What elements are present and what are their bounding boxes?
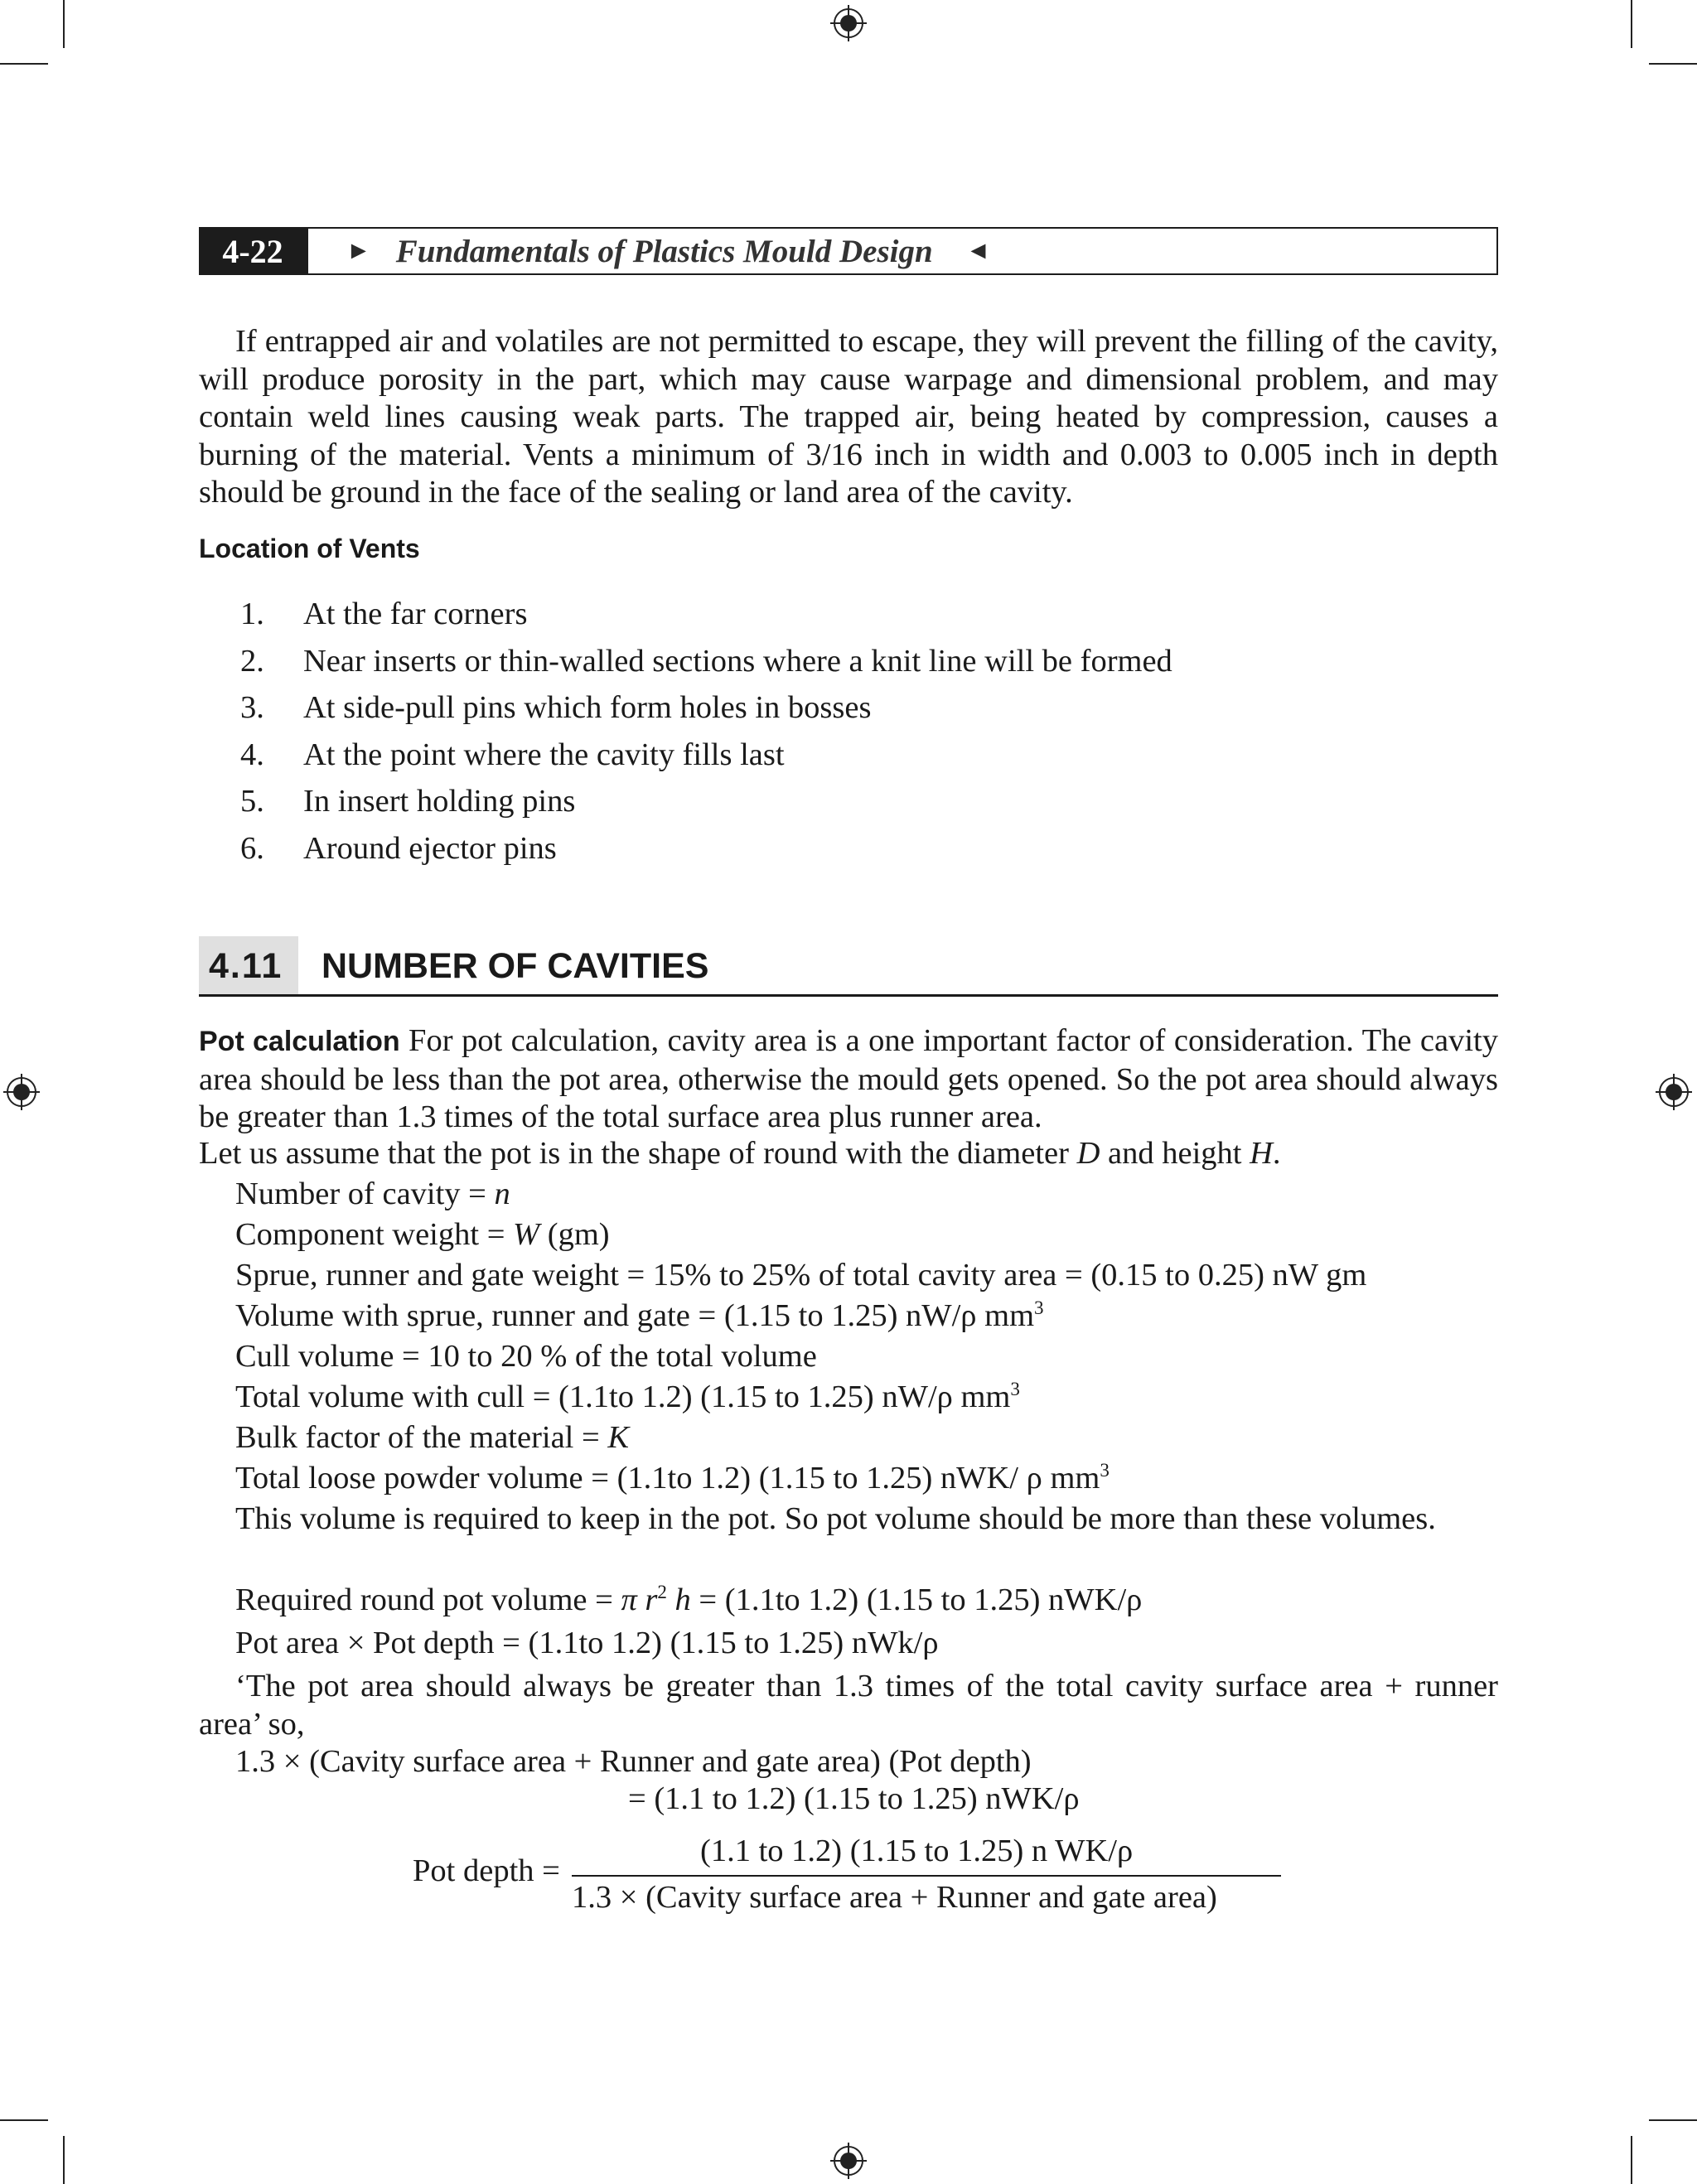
registration-mark-icon <box>830 2143 867 2179</box>
section-title: NUMBER OF CAVITIES <box>322 946 709 986</box>
list-item: 1. At the far corners <box>240 597 528 631</box>
running-header <box>199 227 1498 275</box>
fraction-bar <box>572 1875 1281 1877</box>
registration-mark-icon <box>3 1074 40 1110</box>
section-rule <box>199 994 1498 997</box>
equation-bulk: Bulk factor of the material = K <box>235 1420 630 1455</box>
crop-mark <box>1649 2119 1697 2121</box>
equation-pot-area: Pot area × Pot depth = (1.1to 1.2) (1.15 to 1.25) nWk/ρ <box>235 1626 939 1660</box>
equation-cavity: Number of cavity = n <box>235 1177 510 1211</box>
section-heading <box>199 936 1498 996</box>
list-item: 3. At side-pull pins which form holes in bosses <box>240 690 872 725</box>
equation-cull: Cull volume = 10 to 20 % of the total volume <box>235 1339 817 1374</box>
list-item: 6. Around ejector pins <box>240 830 557 866</box>
run-in-heading: Pot calculation <box>199 1026 400 1057</box>
equation-13: 1.3 × (Cavity surface area + Runner and gate area) (Pot depth) <box>235 1744 1032 1779</box>
crop-mark <box>0 63 48 65</box>
equation-total-cull: Total volume with cull = (1.1to 1.2) (1.15 to 1.25) nW/ρ $mm^3$ <box>235 1378 1020 1414</box>
fraction-denominator: 1.3 × (Cavity surface area + Runner and gate area) <box>572 1880 1217 1915</box>
equation-loose-powder: Total loose powder volume = (1.1to 1.2) (1.15 to 1.25) nWK/ ρ $mm^3$ <box>235 1459 1110 1495</box>
registration-mark-icon <box>830 5 867 41</box>
equation-volume-sprue: Volume with sprue, runner and gate = (1.15 to 1.25) nW/ρ $mm^3$ <box>235 1297 1044 1333</box>
list-item: 2. Near inserts or thin-walled sections where a knit line will be formed <box>240 643 1172 679</box>
quote-paragraph: ‘The pot area should always be greater than 1.3 times of the total cavity surface area + runner area’ so, <box>199 1669 1498 1742</box>
right-triangle-icon: ► <box>346 237 371 264</box>
list-item: 4. At the point where the cavity fills last <box>240 737 785 772</box>
crop-mark <box>0 2119 48 2121</box>
page-number: 4-22 <box>199 227 307 275</box>
header-title-box <box>307 227 1498 275</box>
fraction-numerator: (1.1 to 1.2) (1.15 to 1.25) n WK/ρ <box>700 1834 1134 1868</box>
book-title: Fundamentals of Plastics Mould Design <box>395 233 933 269</box>
list-item: 5. In insert holding pins <box>240 784 576 819</box>
equation-13-rhs: = (1.1 to 1.2) (1.15 to 1.25) nWK/ρ <box>628 1781 1080 1816</box>
registration-mark-icon <box>1656 1074 1692 1110</box>
crop-mark <box>63 0 65 48</box>
equation-weight: Component weight = W (gm) <box>235 1217 610 1252</box>
pot-depth-label: Pot depth = <box>413 1853 560 1888</box>
equation-sprue: Sprue, runner and gate weight = 15% to 25% of total cavity area = (0.15 to 0.25) nW gm <box>235 1258 1367 1293</box>
required-volume-paragraph: This volume is required to keep in the pot. So pot volume should be more than these volumes. <box>235 1501 1436 1536</box>
pot-calculation-paragraph: Pot calculation For pot calculation, cavity area is a one important factor of consideration. The cavity area should be less than the pot area, otherwise the mould gets opened. So the pot area should always be greater than 1.3 times of the total surface area plus runner area. <box>199 1023 1498 1134</box>
left-triangle-icon: ◄ <box>965 237 991 264</box>
vent-location-list <box>240 595 1172 876</box>
crop-mark <box>1631 2136 1632 2184</box>
crop-mark <box>1631 0 1632 48</box>
crop-mark <box>63 2136 65 2184</box>
section-number: 4.11 <box>209 946 283 986</box>
equation-round-pot: Required round pot volume = π $r^2$ h = (1.1to 1.2) (1.15 to 1.25) nWK/ρ <box>235 1581 1143 1617</box>
crop-mark <box>1649 63 1697 65</box>
intro-paragraph: If entrapped air and volatiles are not permitted to escape, they will prevent the filling of the cavity, will produce porosity in the part, which may cause warpage and dimensional problem, and may contain weld lines causing weak parts. The trapped air, being heated by compression, causes a burning of the material. Vents a minimum of 3/16 inch in width and 0.003 to 0.005 inch in depth should be ground in the face of the sealing or land area of the cavity. <box>199 324 1498 510</box>
assumption-line: Let us assume that the pot is in the shape of round with the diameter D and height H. <box>199 1136 1281 1171</box>
location-of-vents-heading: Location of Vents <box>199 534 420 563</box>
